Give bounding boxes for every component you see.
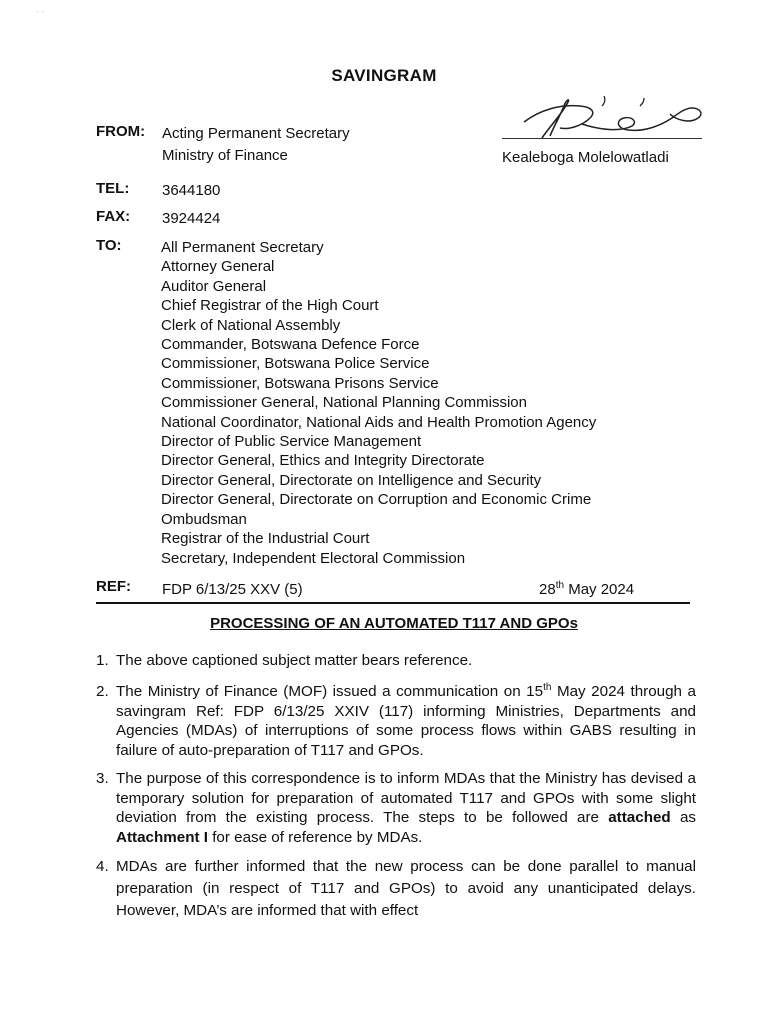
recipient-list: [161, 238, 596, 568]
header-divider: [96, 602, 690, 604]
recipient-item: Clerk of National Assembly: [161, 316, 341, 334]
recipient-item: Attorney General: [161, 258, 275, 276]
document-date: [539, 580, 634, 599]
scan-speck: · ·: [36, 6, 45, 16]
recipient-item: Commander, Botswana Defence Force: [161, 336, 420, 354]
recipient-item: Director General, Ethics and Integrity Directorate: [161, 452, 485, 470]
paragraph-2: [96, 682, 696, 760]
ordinal-suffix: th: [543, 681, 552, 693]
paragraph-number: 2.: [96, 683, 109, 700]
signatory-name: Kealeboga Molelowatladi: [502, 149, 669, 166]
tel-value: 3644180: [162, 182, 221, 199]
date-month-year: May 2024: [568, 581, 635, 598]
recipient-item: Ombudsman: [161, 510, 247, 528]
paragraph-number: 1.: [96, 652, 109, 669]
recipient-item: National Coordinator, National Aids and Health Promotion Agency: [161, 413, 597, 431]
recipient-item: Director General, Directorate on Corruption and Economic Crime: [161, 491, 592, 509]
recipient-item: Auditor General: [161, 277, 267, 295]
ref-value: FDP 6/13/25 XXV (5): [162, 581, 303, 598]
paragraph-4: [96, 856, 696, 922]
paragraph-1: [96, 651, 696, 671]
recipient-item: Commissioner General, National Planning Commission: [161, 394, 527, 412]
recipient-item: Commissioner, Botswana Police Service: [161, 355, 430, 373]
document-title: SAVINGRAM: [331, 66, 437, 85]
recipient-item: Commissioner, Botswana Prisons Service: [161, 374, 439, 392]
paragraph-3: [96, 769, 696, 847]
paragraph-number: 4.: [96, 858, 109, 875]
recipient-item: Director of Public Service Management: [161, 433, 422, 451]
date-day: 28: [539, 581, 556, 598]
recipient-item: Secretary, Independent Electoral Commission: [161, 549, 466, 567]
paragraph-text-part: as: [670, 809, 696, 827]
recipient-item: Director General, Directorate on Intelligence and Security: [161, 471, 542, 489]
subject-heading: PROCESSING OF AN AUTOMATED T117 AND GPOs: [210, 615, 578, 632]
paragraph-text: MDAs are further informed that the new process can be done parallel to manual preparation (in respect of T117 and GPOs) to avoid any unanticipated delays. However, MDA’s are informed that with effect: [116, 858, 696, 919]
paragraph-text: [116, 682, 696, 760]
paragraph-text-part: May 2024 through a savingram Ref: FDP 6/13/25 XXIV (117) informing Ministries, Departments and Agencies (MDAs) of interruptions of some process flows within GABS resulting in failure of auto-preparation of T117 and GPOs.: [116, 683, 696, 759]
from-line-2: Ministry of Finance: [162, 147, 288, 164]
recipient-item: All Permanent Secretary: [161, 239, 324, 256]
paragraph-number: 3.: [96, 770, 109, 787]
emphasis-attached: attached: [608, 809, 671, 827]
signature-line: [502, 138, 702, 139]
from-label: FROM:: [96, 123, 146, 140]
paragraph-text: The above captioned subject matter bears reference.: [116, 652, 473, 669]
emphasis-attachment-i: Attachment I: [116, 828, 208, 846]
paragraph-text-part: for ease of reference by MDAs.: [207, 828, 423, 846]
from-line-1: Acting Permanent Secretary: [162, 125, 350, 142]
tel-label: TEL:: [96, 180, 130, 197]
to-label: TO:: [96, 237, 122, 254]
paragraph-text: [116, 769, 696, 847]
date-suffix: th: [555, 580, 565, 591]
fax-label: FAX:: [96, 208, 131, 225]
paragraph-text-part: The Ministry of Finance (MOF) issued a communication on 15: [116, 683, 544, 700]
recipient-item: Registrar of the Industrial Court: [161, 530, 370, 548]
ref-label: REF:: [96, 578, 131, 595]
fax-value: 3924424: [162, 210, 221, 227]
recipient-item: Chief Registrar of the High Court: [161, 297, 379, 315]
paragraph-text-part: The purpose of this correspondence is to inform MDAs that the Ministry has devised a temporary solution for preparation of automated T117 and GPOs with some slight deviation from the existing process. The steps to be followed are: [116, 770, 696, 827]
